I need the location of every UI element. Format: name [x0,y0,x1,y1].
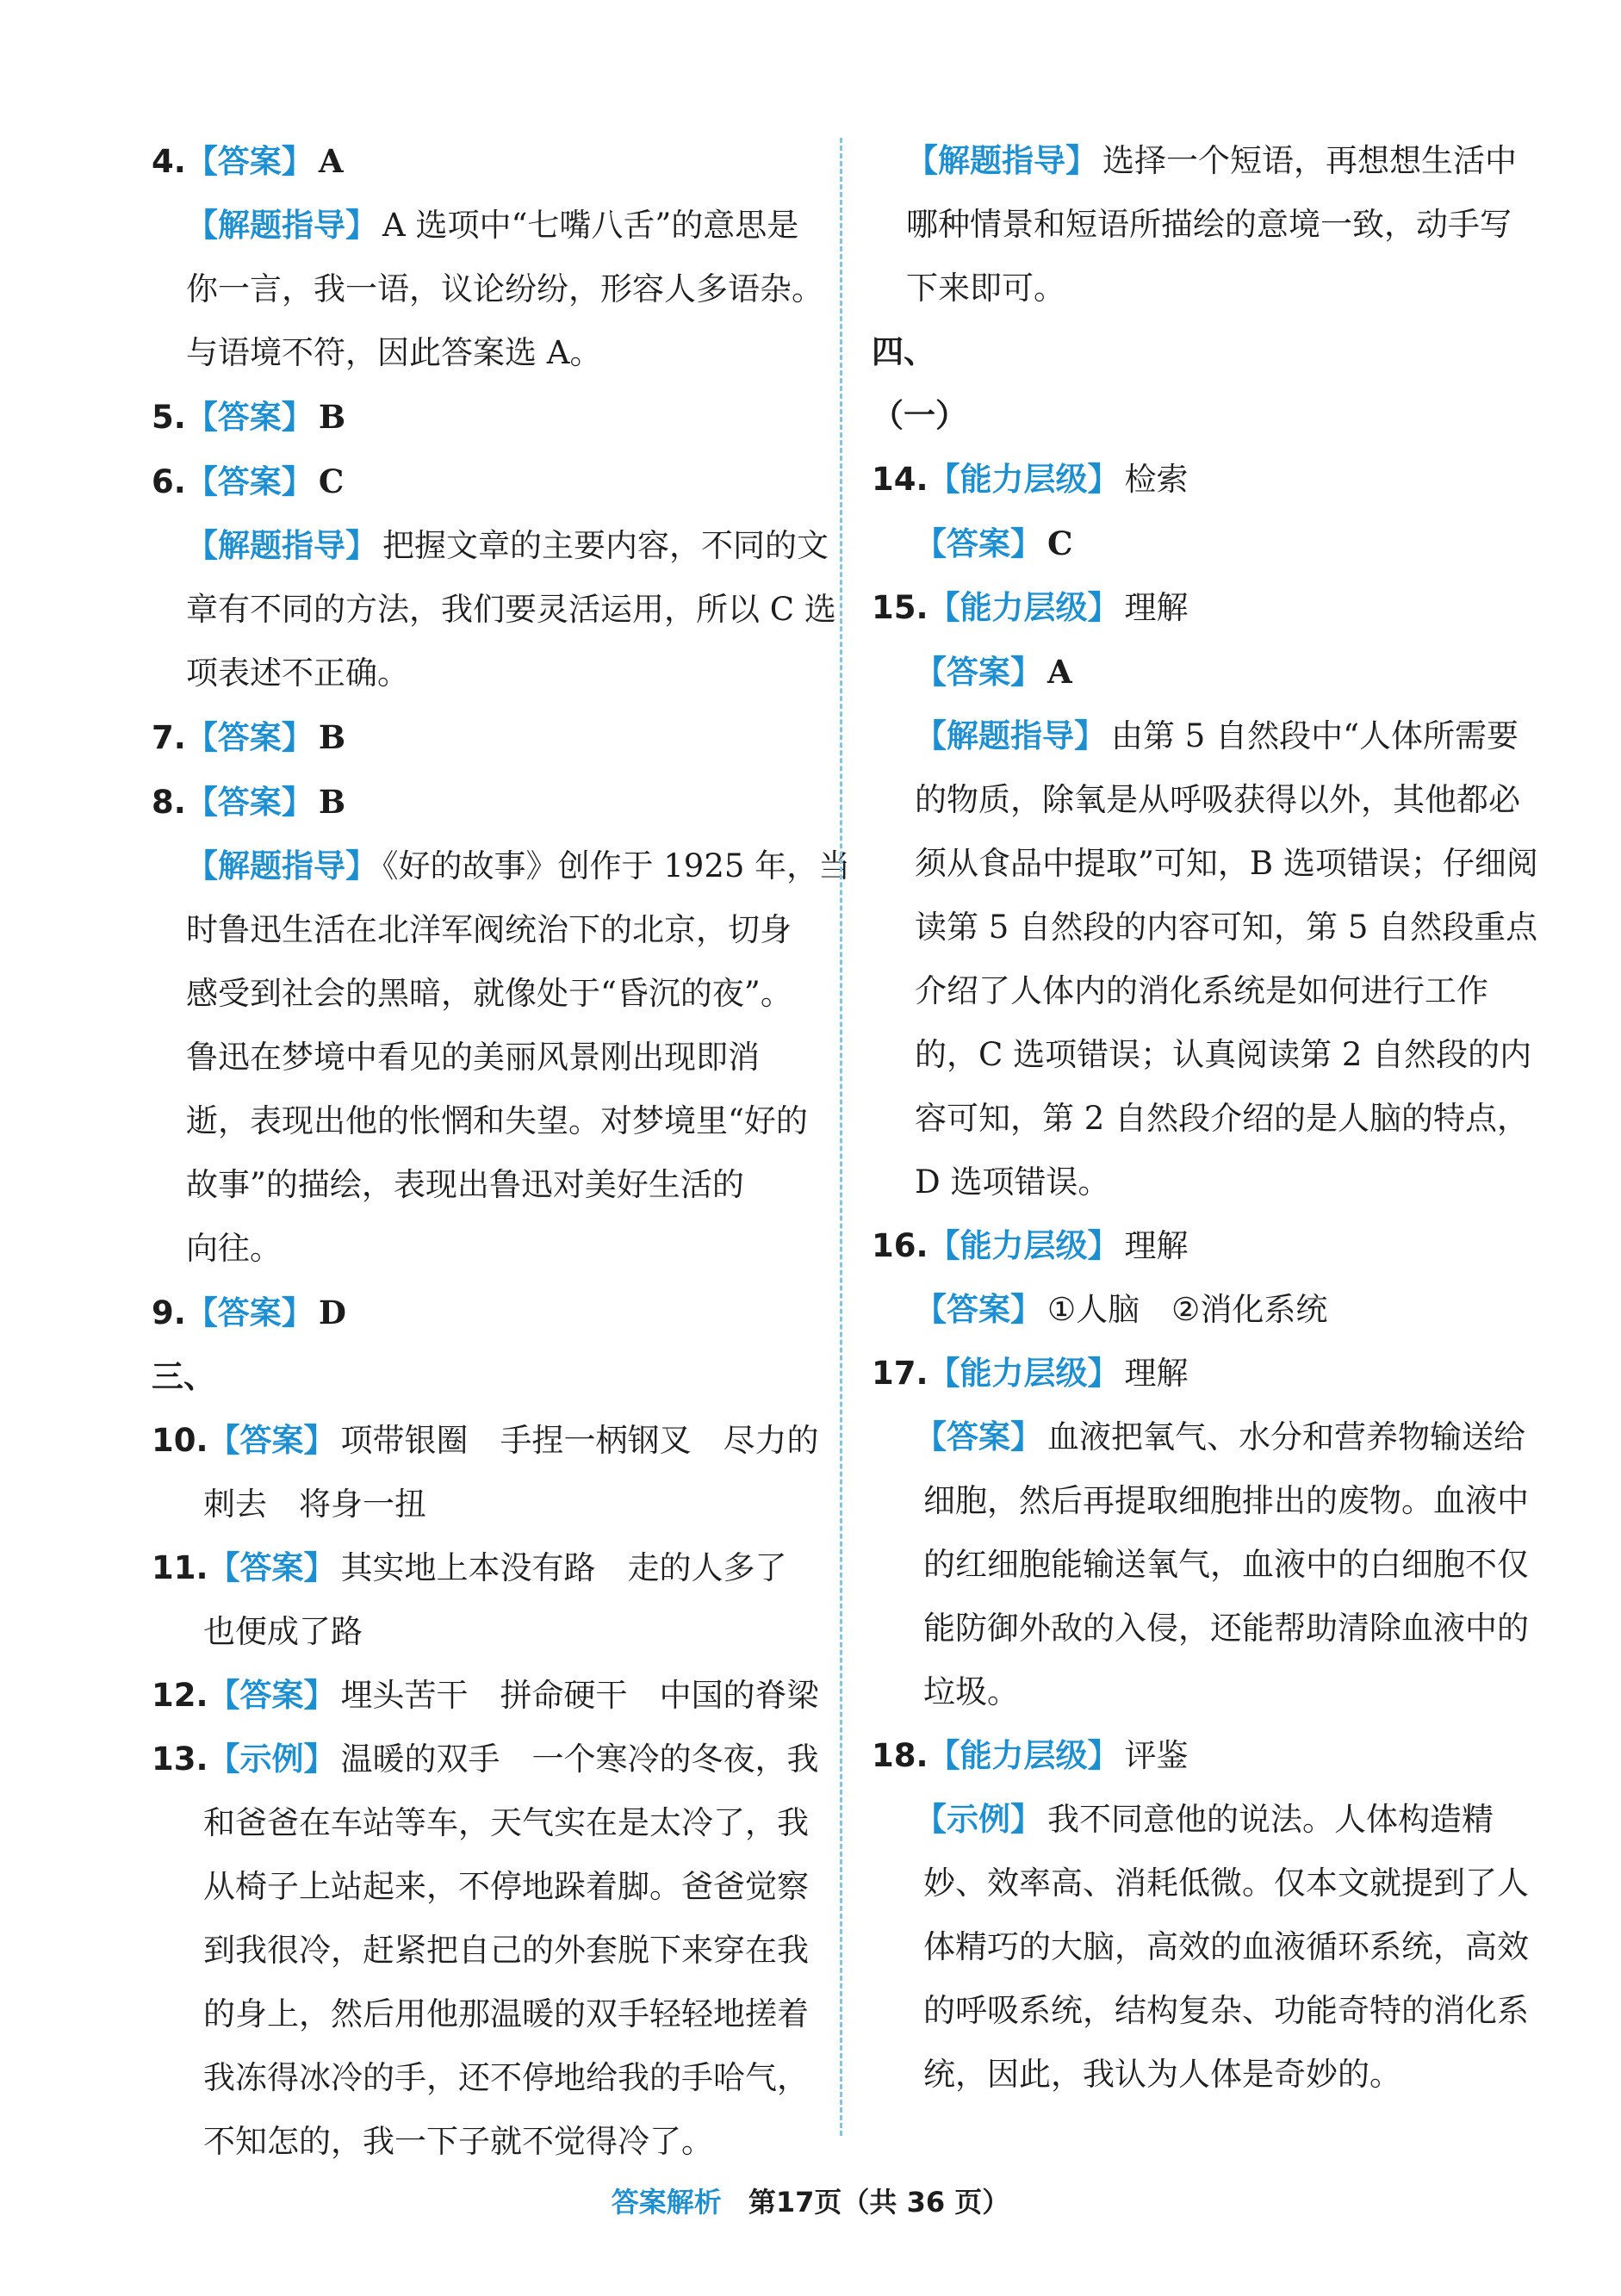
question-number: 13. [152,1741,208,1778]
text-line [872,704,1535,768]
question-number: 4. [152,143,186,180]
answer-letter: C [1047,524,1073,562]
answer-tag: 【答案】 [915,525,1042,562]
line-text: 评鉴 [1124,1737,1189,1774]
text-line [872,832,1538,896]
text-line [872,1469,1535,1533]
text-line [152,1281,815,1345]
line-text: 检索 [1124,461,1189,498]
text-line [872,896,1538,959]
text-line [872,1788,1535,1852]
text-line [872,1979,1535,2043]
answer-tag: 【能力层级】 [928,589,1120,626]
left-column [152,129,851,2174]
line-text: 鲁迅在梦境中看见的美丽风景刚出现即消 [186,1039,760,1076]
line-text: 温暖的双手 一个寒冷的冬夜，我 [340,1741,819,1778]
text-line [872,1278,1535,1342]
text-line [152,385,815,450]
line-text: 统，因此，我认为人体是奇妙的。 [923,2056,1401,2093]
answer-letter: B [318,398,346,436]
text-line [872,2043,1535,2107]
text-line [872,1023,1535,1087]
question-number: 7. [152,719,186,756]
line-text: 与语境不符，因此答案选 A。 [186,334,602,371]
line-text: 能防御外敌的入侵，还能帮助清除血液中的 [923,1610,1529,1647]
text-line [872,257,1535,320]
answer-tag: 【示例】 [915,1801,1042,1838]
question-number: 15. [872,589,929,626]
answer-tag: 【答案】 [208,1422,336,1459]
text-line [872,512,1535,576]
line-text: 妙、效率高、消耗低微。仅本文就提到了人 [923,1865,1529,1902]
line-text: 项表述不正确。 [186,655,409,692]
text-line [872,1852,1535,1915]
text-line [152,1919,815,1983]
answer-tag: 【答案】 [185,143,314,180]
text-line [152,705,815,770]
answer-letter: A [318,142,344,180]
text-line [152,1153,815,1217]
answer-letter: B [318,718,346,756]
answer-tag: 【能力层级】 [928,1227,1120,1264]
question-number: 12. [152,1677,208,1714]
text-line [872,193,1535,257]
text-line [872,1087,1535,1151]
answer-tag: 【示例】 [208,1741,336,1778]
text-line [152,578,836,642]
page-footer [0,2181,1621,2224]
line-text: 理解 [1124,589,1189,626]
section-heading: 三、 [152,1358,215,1395]
answer-letter: B [318,783,346,821]
text-line [152,898,815,962]
line-text: 的，C 选项错误；认真阅读第 2 自然段的内 [915,1036,1532,1073]
text-line [152,1983,815,2046]
text-line [152,129,815,194]
footer-section-label: 答案解析 [611,2186,722,2218]
answer-tag: 【答案】 [185,1294,314,1331]
line-text: 把握文章的主要内容，不同的文 [382,527,829,564]
question-number: 18. [872,1737,929,1774]
text-line [872,1151,1535,1214]
answer-tag: 【答案】 [185,399,314,436]
text-line [152,962,815,1026]
line-text: 的呼吸系统，结构复杂、功能奇特的消化系 [923,1992,1529,2029]
line-text: 项带银圈 手捏一柄钢叉 尽力的 [340,1422,819,1459]
text-line [152,770,815,835]
answer-tag: 【解题指导】 [186,527,377,564]
answer-tag: 【解题指导】 [186,207,377,244]
line-text: 下来即可。 [906,270,1065,307]
text-line [152,1855,815,1919]
question-number: 10. [152,1422,208,1459]
question-number: 17. [872,1355,929,1392]
text-line [872,1406,1535,1469]
line-text: 垃圾。 [923,1673,1019,1710]
answer-tag: 【答案】 [208,1549,336,1586]
answer-tag: 【答案】 [208,1677,336,1714]
text-line [152,1089,815,1153]
text-line [152,514,829,578]
question-number: 6. [152,463,186,500]
line-text: 和爸爸在车站等车，天气实在是太冷了，我 [203,1804,809,1841]
line-text: 也便成了路 [203,1613,363,1650]
answer-tag: 【答案】 [185,463,314,500]
text-line [152,1409,819,1473]
text-line [152,321,815,385]
text-line [152,1345,815,1409]
question-number: 5. [152,399,186,436]
text-line [872,1724,1535,1788]
question-number: 14. [872,461,929,498]
line-text: 体精巧的大脑，高效的血液循环系统，高效 [923,1928,1529,1965]
line-text: 从椅子上站起来，不停地跺着脚。爸爸觉察 [203,1868,809,1905]
line-text: 你一言，我一语，议论纷纷，形容人多语杂。 [186,270,823,307]
line-text: 理解 [1124,1227,1189,1264]
line-text: 介绍了人体内的消化系统是如何进行工作 [915,972,1488,1009]
line-text: 血液把氧气、水分和营养物输送给 [1047,1418,1525,1455]
answer-tag: 【答案】 [915,1291,1042,1328]
right-column [872,129,1538,2107]
line-text: D 选项错误。 [915,1164,1110,1201]
text-line [872,640,1535,704]
line-text: 故事”的描绘，表现出鲁迅对美好生活的 [186,1166,744,1203]
question-number: 11. [152,1549,208,1586]
answer-tag: 【解题指导】 [906,142,1097,179]
answer-letter: D [318,1294,346,1331]
line-text: 到我很冷，赶紧把自己的外套脱下来穿在我 [203,1932,809,1969]
line-text: 我不同意他的说法。人体构造精 [1047,1801,1494,1838]
text-line [872,320,1535,384]
text-line [872,1533,1535,1597]
question-number: 9. [152,1294,186,1331]
text-line [152,1473,815,1536]
section-heading: （一） [872,397,967,434]
text-line [152,2110,815,2174]
text-line [872,1597,1535,1660]
text-line [152,642,815,705]
footer-page-number: 第17页（共 36 页） [748,2186,1010,2218]
text-line [872,1915,1535,1979]
line-text: 《好的故事》创作于 1925 年，当 [382,847,851,884]
text-line [152,2046,815,2110]
text-line [872,576,1535,640]
line-text: A 选项中“七嘴八舌”的意思是 [382,207,799,244]
text-line [872,129,1535,193]
answer-tag: 【答案】 [915,1418,1042,1455]
answer-tag: 【答案】 [185,719,314,756]
line-text: 容可知，第 2 自然段介绍的是人脑的特点， [915,1100,1530,1137]
line-text: 埋头苦干 拼命硬干 中国的脊梁 [340,1677,819,1714]
answer-tag: 【解题指导】 [915,717,1106,754]
line-text: 理解 [1124,1355,1189,1392]
text-line [152,450,815,514]
answer-tag: 【答案】 [915,654,1042,691]
line-text: 感受到社会的黑暗，就像处于“昏沉的夜”。 [186,975,792,1012]
line-text: 读第 5 自然段的内容可知，第 5 自然段重点 [915,909,1538,946]
answer-tag: 【能力层级】 [928,1737,1120,1774]
line-text: 刺去 将身一扭 [203,1486,426,1523]
answer-tag: 【能力层级】 [928,461,1120,498]
text-line [152,835,851,898]
text-line [872,959,1535,1023]
line-text: 向往。 [186,1230,282,1267]
answer-tag: 【答案】 [185,784,314,821]
text-line [152,1217,815,1281]
text-line [872,384,1535,448]
text-line [152,194,815,258]
text-line [152,258,823,321]
line-text: 的物质，除氧是从呼吸获得以外，其他都必 [915,781,1520,818]
line-text: 的身上，然后用他那温暖的双手轻轻地搓着 [203,1995,809,2032]
text-line [152,1600,815,1664]
answer-tag: 【能力层级】 [928,1355,1120,1392]
text-line [152,1026,815,1089]
line-text: ①人脑 ②消化系统 [1047,1291,1328,1328]
text-line [152,1728,819,1791]
line-text: 由第 5 自然段中“人体所需要 [1111,717,1519,754]
line-text: 时鲁迅生活在北洋军阀统治下的北京，切身 [186,911,792,948]
section-heading: 四、 [872,333,935,370]
line-text: 须从食品中提取”可知，B 选项错误；仔细阅 [915,845,1538,882]
text-line [872,1660,1535,1724]
answer-letter: C [318,462,345,500]
line-text: 章有不同的方法，我们要灵活运用，所以 C 选 [186,591,836,628]
text-line [152,1536,815,1600]
text-line [872,768,1535,832]
column-divider [840,138,842,2136]
text-line [872,1342,1535,1406]
text-line [152,1791,815,1855]
line-text: 我冻得冰冷的手，还不停地给我的手哈气， [203,2059,809,2096]
question-number: 16. [872,1227,929,1264]
text-line [152,1664,819,1728]
text-line [872,1214,1535,1278]
line-text: 的红细胞能输送氧气，血液中的白细胞不仅 [923,1546,1529,1583]
line-text: 不知怎的，我一下子就不觉得冷了。 [203,2123,713,2160]
text-line [872,448,1535,512]
line-text: 哪种情景和短语所描绘的意境一致，动手写 [906,206,1512,243]
line-text: 逝，表现出他的怅惘和失望。对梦境里“好的 [186,1102,808,1139]
line-text: 其实地上本没有路 走的人多了 [340,1549,787,1586]
answer-tag: 【解题指导】 [186,847,377,884]
question-number: 8. [152,784,186,821]
line-text: 选择一个短语，再想想生活中 [1102,142,1517,179]
answer-letter: A [1047,653,1072,691]
line-text: 细胞，然后再提取细胞排出的废物。血液中 [923,1482,1529,1519]
